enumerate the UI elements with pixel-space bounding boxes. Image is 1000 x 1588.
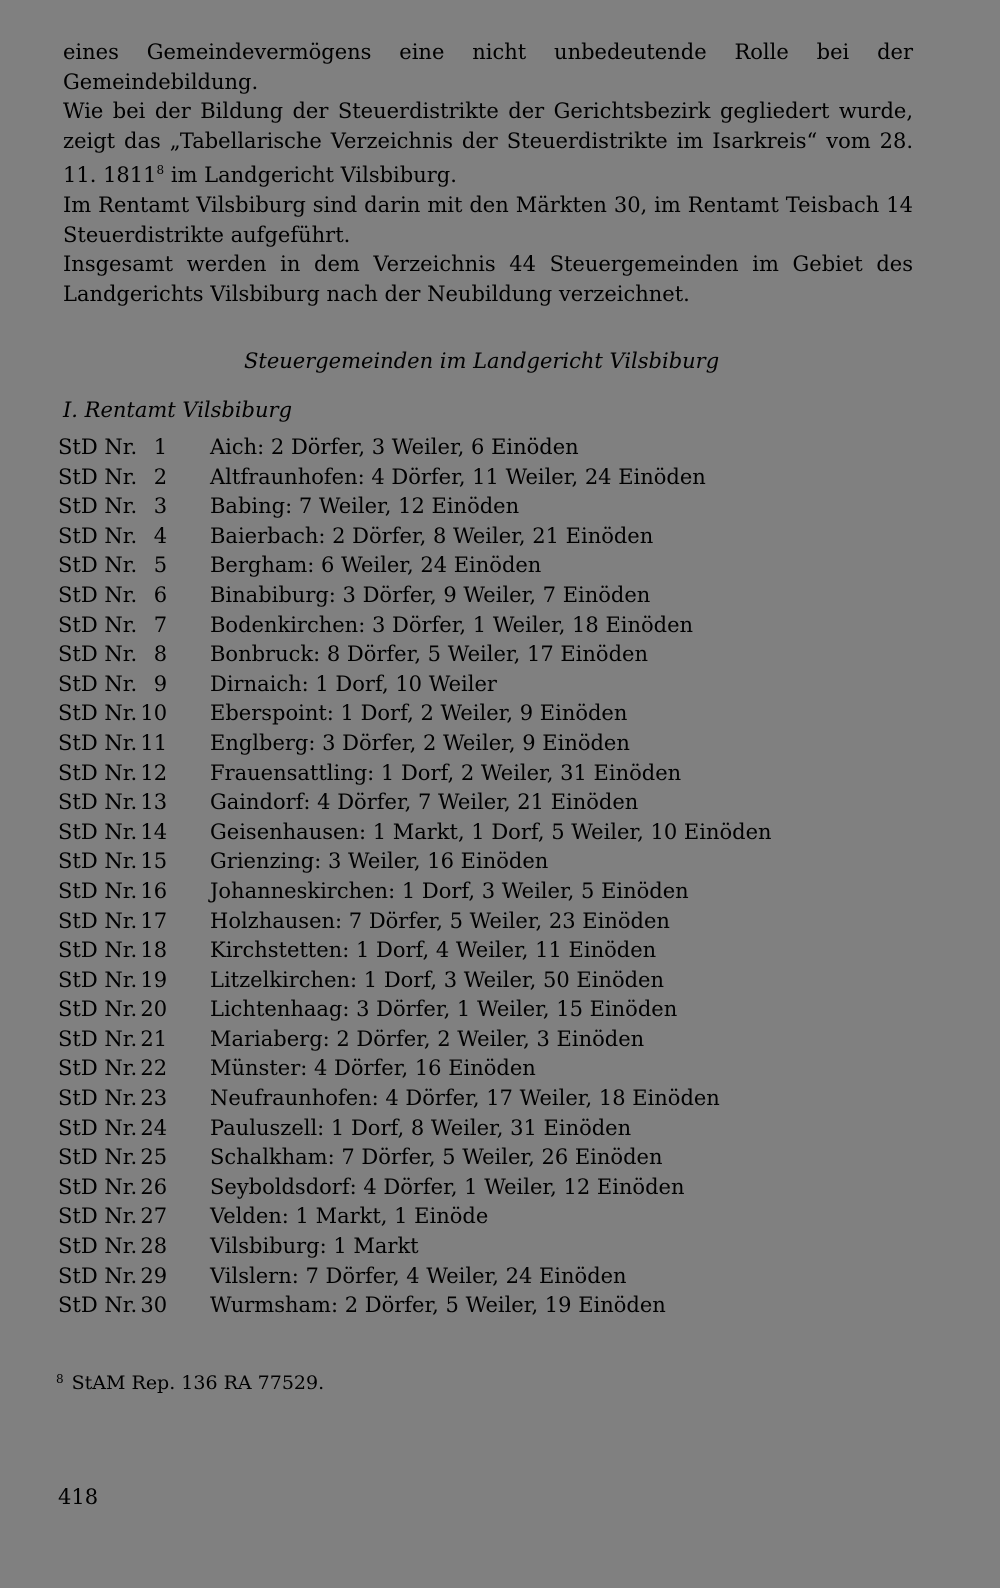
district-label: StD Nr. [58, 1026, 138, 1051]
district-number [58, 670, 210, 700]
footnote-reference: 8 [156, 163, 165, 178]
district-row [58, 670, 938, 700]
district-num: 12 [140, 760, 168, 785]
district-number [58, 640, 210, 670]
district-row [58, 847, 938, 877]
district-description: Babing: 7 Weiler, 12 Einöden [210, 494, 520, 519]
intro-text [63, 38, 913, 309]
footnote [56, 1366, 324, 1396]
district-number [58, 847, 210, 877]
district-label: StD Nr. [58, 523, 138, 548]
district-label: StD Nr. [58, 582, 138, 607]
district-description: Neufraunhofen: 4 Dörfer, 17 Weiler, 18 Einöden [210, 1086, 720, 1111]
district-description: Johanneskirchen: 1 Dorf, 3 Weiler, 5 Einöden [210, 878, 689, 903]
district-num: 23 [140, 1086, 168, 1111]
district-row [58, 433, 938, 463]
subsection-heading: I. Rentamt Vilsbiburg [63, 398, 293, 422]
district-num: 15 [140, 849, 168, 874]
district-label: StD Nr. [58, 464, 138, 489]
district-number [58, 729, 210, 759]
district-row [58, 699, 938, 729]
district-description: Pauluszell: 1 Dorf, 8 Weiler, 31 Einöden [210, 1115, 632, 1140]
district-num: 13 [140, 790, 168, 815]
intro-paragraph-3: Im Rentamt Vilsbiburg sind darin mit den Märkten 30, im Rentamt Teisbach 14 Steuerdistrikte aufgeführt. [63, 192, 913, 247]
district-number [58, 1173, 210, 1203]
intro-paragraph-4: Insgesamt werden in dem Verzeichnis 44 Steuergemeinden im Gebiet des Landgerichts Vilsbiburg nach der Neubildung verzeichnet. [63, 252, 913, 306]
district-description: Münster: 4 Dörfer, 16 Einöden [210, 1056, 536, 1081]
district-num: 5 [153, 553, 168, 578]
district-description: Dirnaich: 1 Dorf, 10 Weiler [210, 671, 497, 696]
footnote-mark: 8 [56, 1372, 64, 1386]
district-label: StD Nr. [58, 997, 138, 1022]
district-label: StD Nr. [58, 612, 138, 637]
district-label: StD Nr. [58, 760, 138, 785]
district-description: Gaindorf: 4 Dörfer, 7 Weiler, 21 Einöden [210, 790, 639, 815]
district-number [58, 818, 210, 848]
district-num: 28 [140, 1234, 168, 1259]
district-number [58, 1262, 210, 1292]
district-label: StD Nr. [58, 967, 138, 992]
district-label: StD Nr. [58, 1263, 138, 1288]
district-number [58, 1114, 210, 1144]
district-num: 17 [140, 908, 168, 933]
district-num: 21 [140, 1026, 168, 1051]
district-row [58, 1173, 938, 1203]
district-description: Geisenhausen: 1 Markt, 1 Dorf, 5 Weiler, 10 Einöden [210, 819, 772, 844]
district-number [58, 1084, 210, 1114]
district-row [58, 818, 938, 848]
district-row [58, 1025, 938, 1055]
district-list [58, 433, 938, 1321]
district-description: Englberg: 3 Dörfer, 2 Weiler, 9 Einöden [210, 730, 630, 755]
district-label: StD Nr. [58, 435, 138, 459]
district-num: 2 [153, 464, 168, 489]
district-number [58, 995, 210, 1025]
district-label: StD Nr. [58, 730, 138, 755]
district-description: Bergham: 6 Weiler, 24 Einöden [210, 553, 542, 578]
district-label: StD Nr. [58, 1145, 138, 1170]
district-number [58, 699, 210, 729]
district-num: 29 [140, 1263, 168, 1288]
district-description: Bodenkirchen: 3 Dörfer, 1 Weiler, 18 Einöden [210, 612, 694, 637]
district-num: 4 [153, 523, 168, 548]
district-description: Schalkham: 7 Dörfer, 5 Weiler, 26 Einöden [210, 1145, 663, 1170]
district-number [58, 788, 210, 818]
district-description: Holzhausen: 7 Dörfer, 5 Weiler, 23 Einöden [210, 908, 670, 933]
district-num: 22 [140, 1056, 168, 1081]
district-number [58, 581, 210, 611]
district-description: Aich: 2 Dörfer, 3 Weiler, 6 Einöden [210, 435, 579, 459]
district-num: 7 [153, 612, 168, 637]
district-label: StD Nr. [58, 819, 138, 844]
district-row [58, 966, 938, 996]
district-row [58, 492, 938, 522]
district-description: Wurmsham: 2 Dörfer, 5 Weiler, 19 Einöden [210, 1293, 666, 1318]
district-description: Grienzing: 3 Weiler, 16 Einöden [210, 849, 549, 874]
district-number [58, 611, 210, 641]
district-number [58, 1202, 210, 1232]
district-description: Binabiburg: 3 Dörfer, 9 Weiler, 7 Einöden [210, 582, 651, 607]
district-label: StD Nr. [58, 494, 138, 519]
district-number [58, 492, 210, 522]
district-description: Vilsbiburg: 1 Markt [210, 1234, 419, 1259]
intro-paragraph-2-end: im Landgericht Vilsbiburg. [164, 163, 457, 188]
district-description: Mariaberg: 2 Dörfer, 2 Weiler, 3 Einöden [210, 1026, 645, 1051]
intro-paragraph-2-text: Wie bei der Bildung der Steuerdistrikte der Gerichtsbezirk gegliedert wurde, zeigt das „Tabellarische Verzeichnis der Steuerdistrikte im Isarkreis“ vom 28. 11. 1811 [63, 99, 913, 188]
district-num: 9 [153, 671, 168, 696]
intro-paragraph-2 [63, 97, 913, 191]
district-row [58, 463, 938, 493]
district-label: StD Nr. [58, 1204, 138, 1229]
district-number [58, 1232, 210, 1262]
district-row [58, 729, 938, 759]
district-num: 6 [153, 582, 168, 607]
district-num: 16 [140, 878, 168, 903]
district-row [58, 640, 938, 670]
district-description: Lichtenhaag: 3 Dörfer, 1 Weiler, 15 Einöden [210, 997, 678, 1022]
district-number [58, 551, 210, 581]
district-number [58, 1143, 210, 1173]
district-description: Velden: 1 Markt, 1 Einöde [210, 1204, 489, 1229]
district-row [58, 551, 938, 581]
district-label: StD Nr. [58, 849, 138, 874]
district-row [58, 759, 938, 789]
district-num: 11 [140, 730, 168, 755]
district-description: Eberspoint: 1 Dorf, 2 Weiler, 9 Einöden [210, 701, 628, 726]
district-label: StD Nr. [58, 1293, 138, 1318]
district-number [58, 966, 210, 996]
district-number [58, 433, 210, 463]
district-row [58, 581, 938, 611]
district-row [58, 936, 938, 966]
district-num: 14 [140, 819, 168, 844]
district-description: Kirchstetten: 1 Dorf, 4 Weiler, 11 Einöden [210, 938, 657, 963]
district-description: Altfraunhofen: 4 Dörfer, 11 Weiler, 24 Einöden [210, 464, 706, 489]
district-label: StD Nr. [58, 938, 138, 963]
district-number [58, 877, 210, 907]
district-description: Bonbruck: 8 Dörfer, 5 Weiler, 17 Einöden [210, 642, 648, 667]
district-row [58, 1202, 938, 1232]
district-num: 27 [140, 1204, 168, 1229]
district-row [58, 522, 938, 552]
district-num: 30 [140, 1293, 168, 1318]
district-description: Frauensattling: 1 Dorf, 2 Weiler, 31 Einöden [210, 760, 682, 785]
footnote-text: StAM Rep. 136 RA 77529. [71, 1372, 325, 1394]
district-label: StD Nr. [58, 701, 138, 726]
district-row [58, 611, 938, 641]
district-label: StD Nr. [58, 1056, 138, 1081]
district-number [58, 907, 210, 937]
district-num: 24 [140, 1115, 168, 1140]
district-number [58, 1054, 210, 1084]
page-number: 418 [58, 1485, 99, 1509]
district-row [58, 788, 938, 818]
district-label: StD Nr. [58, 790, 138, 815]
district-number [58, 759, 210, 789]
district-number [58, 1291, 210, 1321]
district-row [58, 877, 938, 907]
district-row [58, 995, 938, 1025]
district-number [58, 936, 210, 966]
district-row [58, 1291, 938, 1321]
district-label: StD Nr. [58, 1174, 138, 1199]
district-number [58, 522, 210, 552]
district-label: StD Nr. [58, 1115, 138, 1140]
district-description: Litzelkirchen: 1 Dorf, 3 Weiler, 50 Einöden [210, 967, 664, 992]
district-num: 3 [153, 494, 168, 519]
district-label: StD Nr. [58, 908, 138, 933]
district-label: StD Nr. [58, 1234, 138, 1259]
district-label: StD Nr. [58, 1086, 138, 1111]
district-num: 8 [153, 642, 168, 667]
district-row [58, 1143, 938, 1173]
district-label: StD Nr. [58, 642, 138, 667]
district-description: Baierbach: 2 Dörfer, 8 Weiler, 21 Einöden [210, 523, 654, 548]
district-row [58, 907, 938, 937]
district-num: 1 [153, 435, 168, 459]
district-label: StD Nr. [58, 671, 138, 696]
district-num: 19 [140, 967, 168, 992]
district-description: Vilslern: 7 Dörfer, 4 Weiler, 24 Einöden [210, 1263, 627, 1288]
district-row [58, 1114, 938, 1144]
district-number [58, 1025, 210, 1055]
district-label: StD Nr. [58, 878, 138, 903]
district-row [58, 1084, 938, 1114]
district-num: 20 [140, 997, 168, 1022]
district-number [58, 463, 210, 493]
district-row [58, 1232, 938, 1262]
intro-paragraph-1: eines Gemeindevermögens eine nicht unbedeutende Rolle bei der Gemeindebildung. [63, 40, 913, 94]
district-num: 25 [140, 1145, 168, 1170]
district-num: 18 [140, 938, 168, 963]
district-row [58, 1054, 938, 1084]
district-num: 10 [140, 701, 168, 726]
district-description: Seyboldsdorf: 4 Dörfer, 1 Weiler, 12 Einöden [210, 1174, 685, 1199]
section-heading: Steuergemeinden im Landgericht Vilsbiburg [244, 349, 720, 373]
district-num: 26 [140, 1174, 168, 1199]
district-label: StD Nr. [58, 553, 138, 578]
district-row [58, 1262, 938, 1292]
